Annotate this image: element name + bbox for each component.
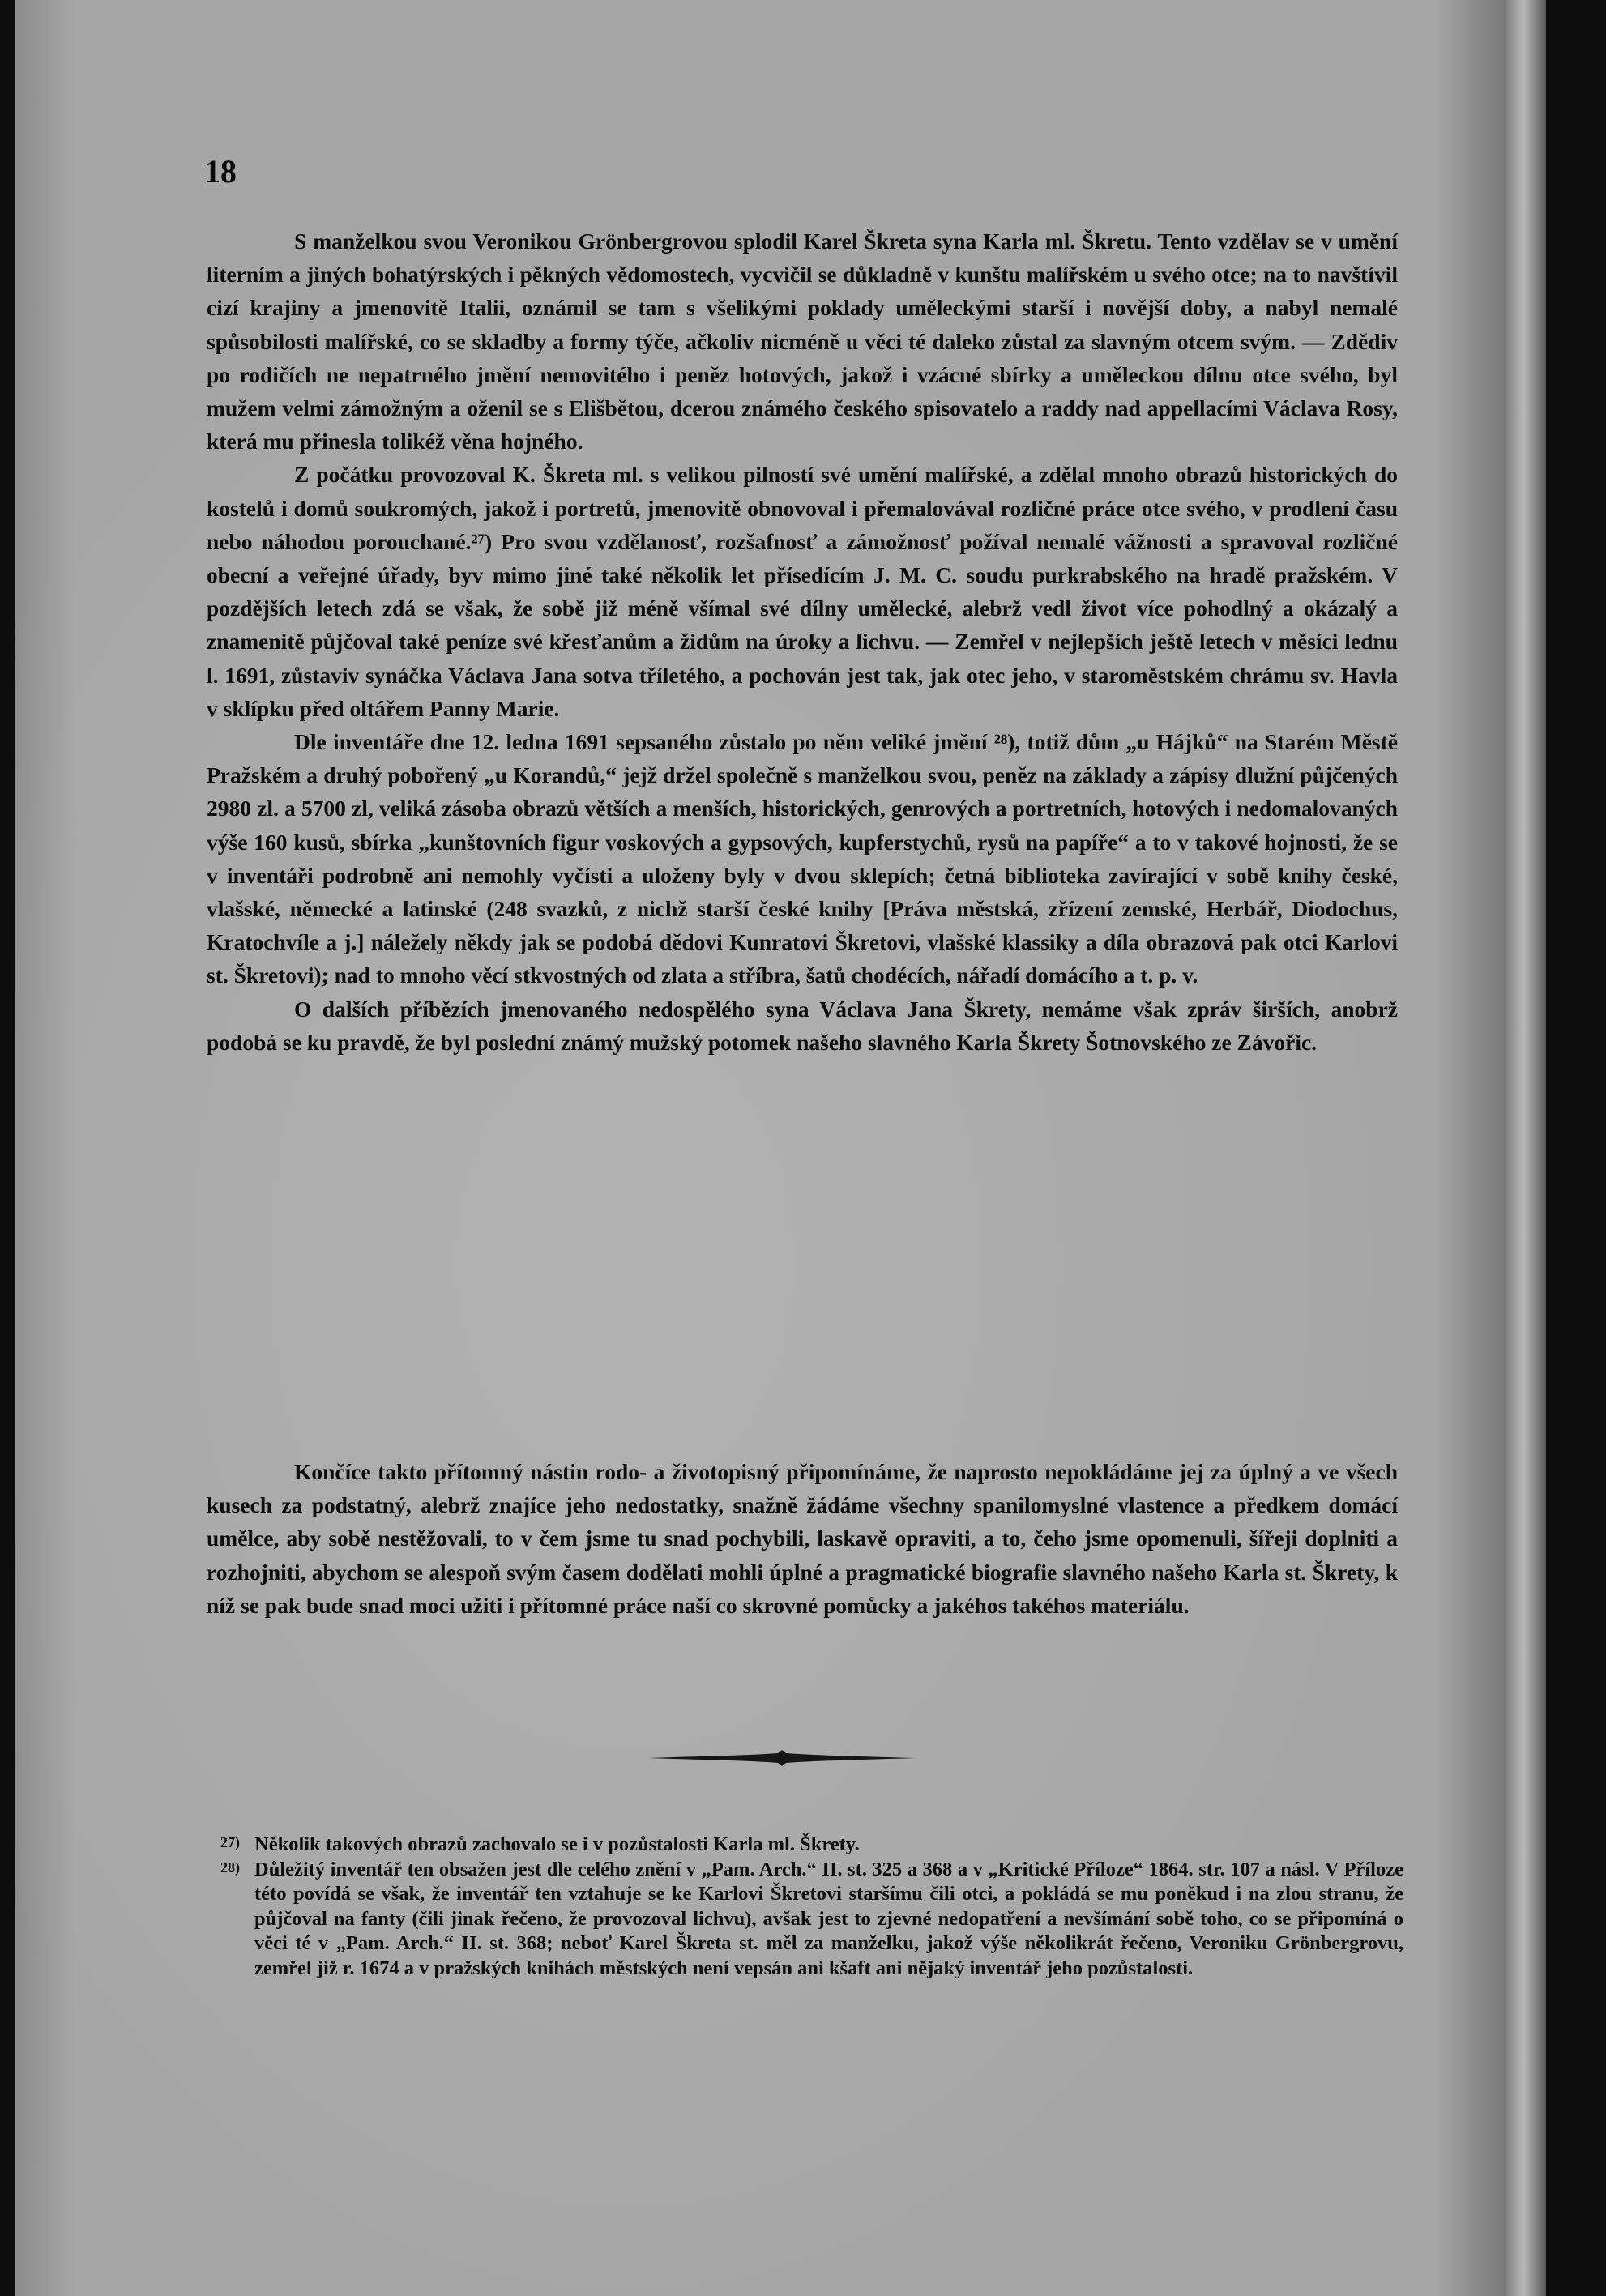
ornamental-divider: [648, 1748, 916, 1768]
footnotes: [220, 1833, 1403, 1981]
footnote-28: [220, 1858, 1403, 1982]
footnote-text: Důležitý inventář ten obsažen jest dle celého znění v „Pam. Arch.“ II. st. 325 a 368 a v „Kritické Příloze“ 1864. str. 107 a násl. V Příloze této povídá se však, že inventář ten vztahuje se ke Karlovi Škretovi staršímu čili otci, a pokládá se mu poněkud i na zlou stranu, že půjčoval na fanty (čili jinak řečeno, že provozoval lichvu), avšak jest to zjevné nedopatření a nevšímání sobě toho, co se připomíná o věci té v „Pam. Arch.“ II. st. 368; neboť Karel Škreta st. měl za manželku, jakož výše několikrát řečeno, Veroniku Grönbergrovu, zemřel již r. 1674 a v pražských knihách městských není vepsán ani kšaft ani nějaký inventář jeho pozůstalosti.: [254, 1858, 1403, 1979]
main-text: [207, 224, 1398, 1059]
paragraph-3: Dle inventáře dne 12. ledna 1691 sepsaného zůstalo po něm veliké jmění ²⁸), totiž dům „u Hájků“ na Starém Městě Pražském a druhý pobořený „u Korandů,“ jejž držel společně s manželkou svou, peněz na základy a zápisy dlužní půjčených 2980 zl. a 5700 zl, veliká zásoba obrazů větších a menších, historických, genrových a portretních, hotových i nedomalovaných výše 160 kusů, sbírka „kunštovních figur voskových a gypsových, kupferstychů, rysů na papíře“ a to v takové hojnosti, že se v inventáři podrobně ani nemohly vyčísti a uloženy byly v dvou sklepích; četná biblioteka zavírající v sobě knihy české, vlašské, německé a latinské (248 svazků, z nichž starší české knihy [Práva městská, zřízení zemské, Herbář, Diodochus, Kratochvíle a j.] náležely někdy jak se podobá dědovi Kunratovi Škretovi, vlašské klassiky a díla obrazová pak otci Karlovi st. Škretovi); nad to mnoho věcí stkvostných od zlata a stříbra, šatů chodécích, nářadí domácího a t. p. v.: [207, 729, 1398, 988]
conclusion-text: [207, 1455, 1398, 1622]
paragraph-4: O dalších příbězích jmenovaného nedospělého syna Václava Jana Škrety, nemáme však zpráv širších, anobrž podobá se ku pravdě, že byl poslední známý mužský potomek našeho slavného Karla Škrety Šotnovského ze Závořic.: [207, 996, 1398, 1055]
footnote-mark: 27): [220, 1834, 240, 1850]
footnote-text: Několik takových obrazů zachovalo se i v pozůstalosti Karla ml. Škrety.: [254, 1833, 860, 1855]
footnote-mark: 28): [220, 1859, 240, 1876]
page-edge-shadow: [1506, 0, 1546, 2296]
paragraph-1: S manželkou svou Veronikou Grönbergrovou splodil Karel Škreta syna Karla ml. Škretu. Tento vzdělav se v umění literním a jiných bohatýrských i pěkných vědomostech, vycvičil se důkladně v kunštu malířském u svého otce; na to navštívil cizí krajiny a jmenovitě Italii, oznámil se tam s všelikými poklady uměleckými starší i novější doby, a nabyl nemalé spůsobilosti malířské, co se skladby a formy týče, ačkoliv nicméně u věci té daleko zůstal za slavným otcem svým. — Zdědiv po rodičích ne nepatrného jmění nemovitého i peněz hotových, jakož i vzácné sbírky a uměleckou dílnu otce svého, byl mužem velmi zámožným a oženil se s Elišbětou, dcerou známého českého spisovatelo a raddy nad appellacími Václava Rosy, která mu přinesla tolikéž věna hojného.: [207, 228, 1398, 455]
conclusion-paragraph: Končíce takto přítomný nástin rodo- a životopisný připomínáme, že naprosto nepokládáme jej za úplný a ve všech kusech za podstatný, alebrž znajíce jeho nedostatky, snažně žádáme všechny spanilomyslné vlastence a předkem domácí umělce, aby sobě nestěžovali, to v čem jsme tu snad pochybili, laskavě opraviti, a to, čeho jsme opomenuli, šířeji doplniti a rozhojniti, abychom se alespoň svým časem dodělati mohli úplné a pragmatické biografie slavného našeho Karla st. Škrety, k níž se pak bude snad moci užiti i přítomné práce naší co skrovné pomůcky a jakéhos takéhos materiálu.: [207, 1459, 1398, 1618]
page-number: 18: [204, 153, 237, 190]
footnote-27: [220, 1833, 1403, 1858]
paragraph-2: Z počátku provozoval K. Škreta ml. s velikou pilností své umění malířské, a zdělal mnoho obrazů historických do kostelů i domů soukromých, jakož i portretů, jmenovitě obnovoval i přemalovával rozličné práce otce svého, v prodlení času nebo náhodou porouchané.²⁷) Pro svou vzdělanosť, rozšafnosť a zámožnosť požíval nemalé vážnosti a spravoval rozličné obecní a veřejné úřady, byv mimo jiné také několik let přísedícím J. M. C. soudu purkrabského na hradě pražském. V pozdějších letech zdá se však, že sobě již méně všímal své dílny umělecké, alebrž vedl život více pohodlný a okázalý a znamenitě půjčoval také peníze své křesťanům a židům na úroky a lichvu. — Zemřel v nejlepších ještě letech v měsíci lednu l. 1691, zůstaviv synáčka Václava Jana sotva tříletého, a pochován jest tak, jak otec jeho, v staroměstském chrámu sv. Havla v sklípku před oltářem Panny Marie.: [207, 462, 1398, 721]
